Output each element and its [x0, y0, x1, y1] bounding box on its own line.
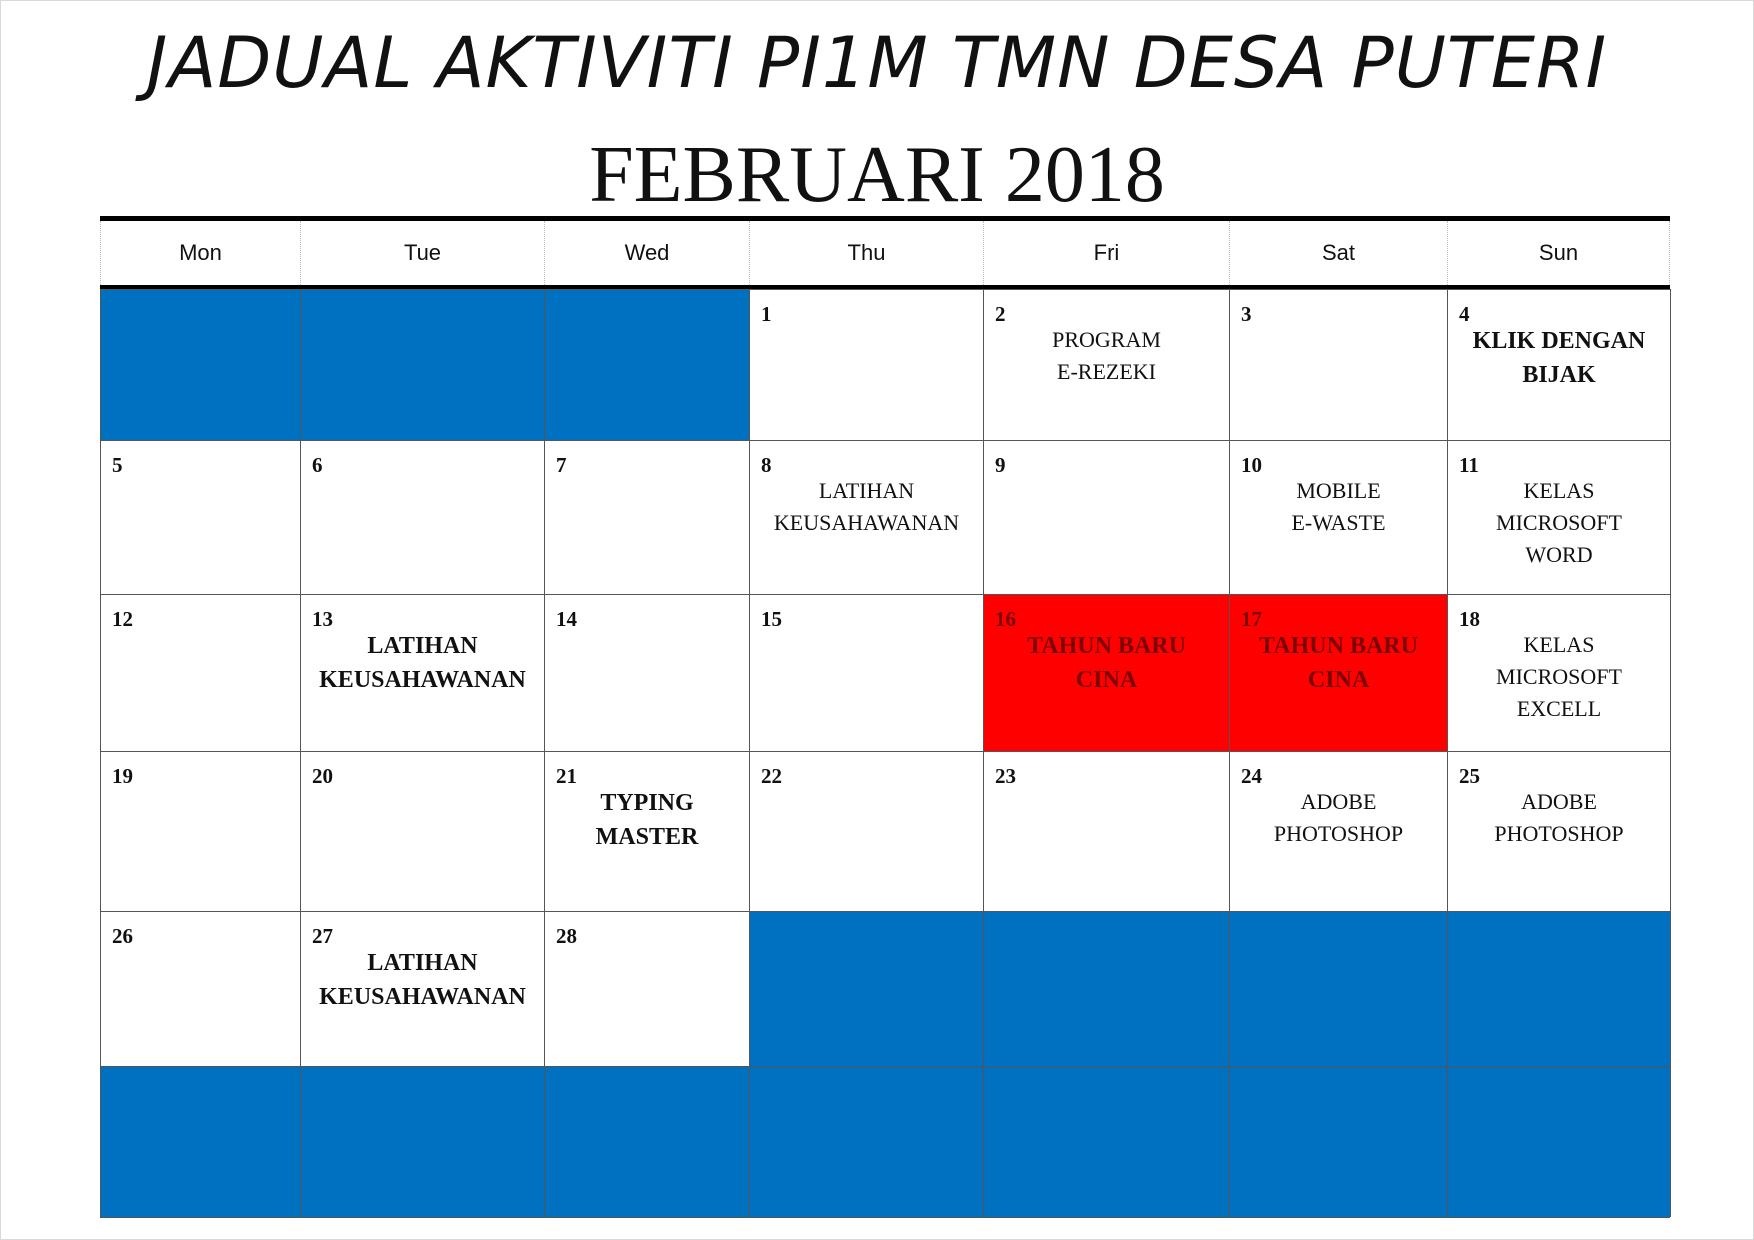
calendar-day-cell [545, 911, 750, 1066]
calendar-day-cell [545, 594, 750, 751]
calendar-day-cell [301, 751, 545, 911]
day-number: 16 [995, 607, 1016, 631]
day-number: 21 [556, 764, 577, 788]
calendar-cell-empty [545, 1066, 750, 1217]
calendar-day-cell [101, 440, 301, 594]
calendar-day-cell [1230, 594, 1448, 751]
holiday-label: TAHUN BARU CINA [1259, 633, 1418, 693]
day-number: 11 [1459, 453, 1479, 477]
day-number: 4 [1459, 302, 1470, 326]
day-number: 8 [761, 453, 772, 477]
day-number: 3 [1241, 302, 1252, 326]
day-number: 28 [556, 924, 577, 948]
calendar-day-cell [984, 751, 1230, 911]
calendar-day-cell [750, 289, 984, 440]
calendar-cell-empty [1230, 911, 1448, 1066]
day-number: 24 [1241, 764, 1262, 788]
day-number: 2 [995, 302, 1006, 326]
event-label: LATIHAN KEUSAHAWANAN [319, 633, 526, 693]
calendar-day-cell [1230, 289, 1448, 440]
day-number: 13 [312, 607, 333, 631]
weekday-header-sun: Sun [1447, 221, 1670, 285]
calendar-day-cell [750, 440, 984, 594]
weekday-header-tue: Tue [300, 221, 544, 285]
event-label: ADOBE PHOTOSHOP [1494, 789, 1624, 846]
event-label: PROGRAM E-REZEKI [1052, 327, 1161, 384]
calendar-days-grid [100, 289, 1670, 1218]
calendar-day-cell [1230, 440, 1448, 594]
calendar-day-cell [545, 440, 750, 594]
event-label: ADOBE PHOTOSHOP [1273, 789, 1404, 846]
day-number: 1 [761, 302, 772, 326]
calendar-day-cell [101, 751, 301, 911]
day-number: 7 [556, 453, 567, 477]
calendar-day-cell [984, 289, 1230, 440]
weekday-header-mon: Mon [100, 221, 300, 285]
calendar-cell-empty [301, 1066, 545, 1217]
day-number: 15 [761, 607, 782, 631]
calendar-day-cell [984, 594, 1230, 751]
weekday-header-fri: Fri [983, 221, 1229, 285]
day-number: 25 [1459, 764, 1480, 788]
weekday-header-row [100, 221, 1670, 289]
event-label: KLIK DENGAN BIJAK [1472, 328, 1646, 388]
day-number: 14 [556, 607, 577, 631]
calendar-day-cell [101, 594, 301, 751]
day-number: 6 [312, 453, 323, 477]
calendar-cell-empty [1448, 1066, 1671, 1217]
calendar-day-cell [545, 751, 750, 911]
calendar-cell-empty [750, 1066, 984, 1217]
event-label: MOBILE E-WASTE [1291, 478, 1386, 535]
day-number: 5 [112, 453, 123, 477]
calendar-cell-empty [301, 289, 545, 440]
calendar-day-cell [984, 440, 1230, 594]
day-number: 23 [995, 764, 1016, 788]
calendar-cell-empty [1230, 1066, 1448, 1217]
day-number: 18 [1459, 607, 1480, 631]
calendar-cell-empty [101, 1066, 301, 1217]
calendar-day-cell [301, 440, 545, 594]
calendar-day-cell [101, 911, 301, 1066]
event-label: LATIHAN KEUSAHAWANAN [319, 950, 526, 1010]
page-title: JADUAL AKTIVITI PI1M TMN DESA PUTERI [146, 22, 1608, 104]
calendar-day-cell [301, 911, 545, 1066]
weekday-header-wed: Wed [544, 221, 749, 285]
calendar-cell-empty [750, 911, 984, 1066]
calendar-day-cell [750, 594, 984, 751]
calendar-cell-empty [545, 289, 750, 440]
day-number: 27 [312, 924, 333, 948]
day-number: 20 [312, 764, 333, 788]
calendar-day-cell [1448, 594, 1671, 751]
calendar-table [100, 216, 1670, 1218]
event-label: KELAS MICROSOFT WORD [1496, 478, 1622, 567]
day-number: 22 [761, 764, 782, 788]
calendar-day-cell [750, 751, 984, 911]
calendar-day-cell [301, 594, 545, 751]
day-number: 19 [112, 764, 133, 788]
calendar-day-cell [1230, 751, 1448, 911]
day-number: 12 [112, 607, 133, 631]
event-label: TYPING MASTER [595, 790, 699, 850]
day-number: 9 [995, 453, 1006, 477]
calendar-cell-empty [984, 1066, 1230, 1217]
calendar-cell-empty [984, 911, 1230, 1066]
calendar-cell-empty [101, 289, 301, 440]
weekday-header-thu: Thu [749, 221, 983, 285]
weekday-header-sat: Sat [1229, 221, 1447, 285]
day-number: 17 [1241, 607, 1262, 631]
day-number: 26 [112, 924, 133, 948]
calendar-day-cell [1448, 440, 1671, 594]
event-label: KELAS MICROSOFT EXCELL [1496, 632, 1622, 721]
event-label: LATIHAN KEUSAHAWANAN [773, 478, 960, 535]
calendar-day-cell [1448, 751, 1671, 911]
calendar-cell-empty [1448, 911, 1671, 1066]
holiday-label: TAHUN BARU CINA [1027, 633, 1186, 693]
month-title: FEBRUARI 2018 [589, 131, 1165, 219]
day-number: 10 [1241, 453, 1262, 477]
calendar-day-cell [1448, 289, 1671, 440]
